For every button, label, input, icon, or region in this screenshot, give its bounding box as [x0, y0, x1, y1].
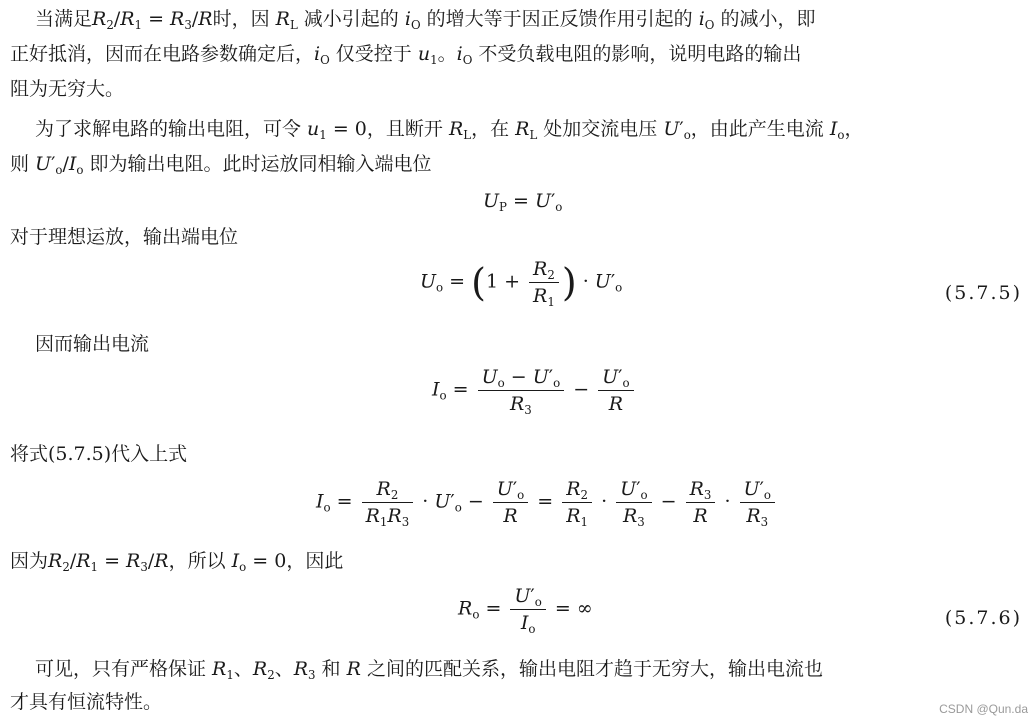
paragraph-3-line-1: 可见，只有严格保证 $R_1$、$R_2$、$R_3$ 和 R 之间的匹配关系，输出电阻才趋于无穷大，输出电流也	[35, 658, 823, 683]
text-because: 因为$R_2/R_1 = R_3/R$，所以 $I_o = 0$，因此	[10, 550, 344, 575]
text-output-current: 因而输出电流	[35, 333, 150, 355]
equation-number-5-7-5: (5.7.5)	[944, 282, 1022, 304]
equation-up: $U_P = U'_o$	[483, 190, 563, 215]
paragraph-1-line-2: 正好抵消，因而在电路参数确定后，$i_O$ 仅受控于 $u_1$。$i_O$ 不受负载电阻的影响，说明电路的输出	[10, 43, 802, 68]
paragraph-1-line-1: 当满足$R_2/R_1 = R_3/R$时，因 $R_L$ 减小引起的 $i_O$ 的增大等于因正反馈作用引起的 $i_O$ 的减小，即	[35, 8, 816, 33]
equation-5-7-6: $R_o$ = $\frac{U'_o}{I_o}$ = ∞	[458, 585, 593, 637]
watermark: CSDN @Qun.da	[939, 702, 1028, 716]
text-ideal-opamp: 对于理想运放，输出端电位	[10, 226, 239, 248]
text-substitute: 将式(5.7.5)代入上式	[10, 443, 188, 465]
paragraph-2-line-1: 为了求解电路的输出电阻，可令 $u_1 = 0$，且断开 $R_L$，在 $R_L$ 处加交流电压 $U'_o$，由此产生电流 $I_o$，	[35, 118, 864, 143]
equation-number-5-7-6: (5.7.6)	[944, 607, 1022, 629]
paragraph-3-line-2: 才具有恒流特性。	[10, 691, 163, 713]
equation-io-full: $I_o$ = $\frac{R_2}{R_1R_3}$ · $U'_o$ − $\frac{U'_o}{R}$ = $\frac{R_2}{R_1}$ · $\frac{U'_o}{R_3}$ − $\frac{R_3}{R}$ · $\frac{U'_o}{R_3}$	[316, 478, 778, 527]
equation-io: $I_o$ = $\frac{U_o - U'_o}{R_3}$ − $\frac{U'_o}{R}$	[432, 366, 637, 415]
paragraph-2-line-2: 则 $U'_o/I_o$ 即为输出电阻。此时运放同相输入端电位	[10, 153, 432, 178]
paragraph-1-line-3: 阻为无穷大。	[10, 78, 125, 100]
equation-5-7-5: $U_o = (1$ + $\frac{R_2}{R_1}$ ) · $U'_o$	[420, 258, 623, 310]
